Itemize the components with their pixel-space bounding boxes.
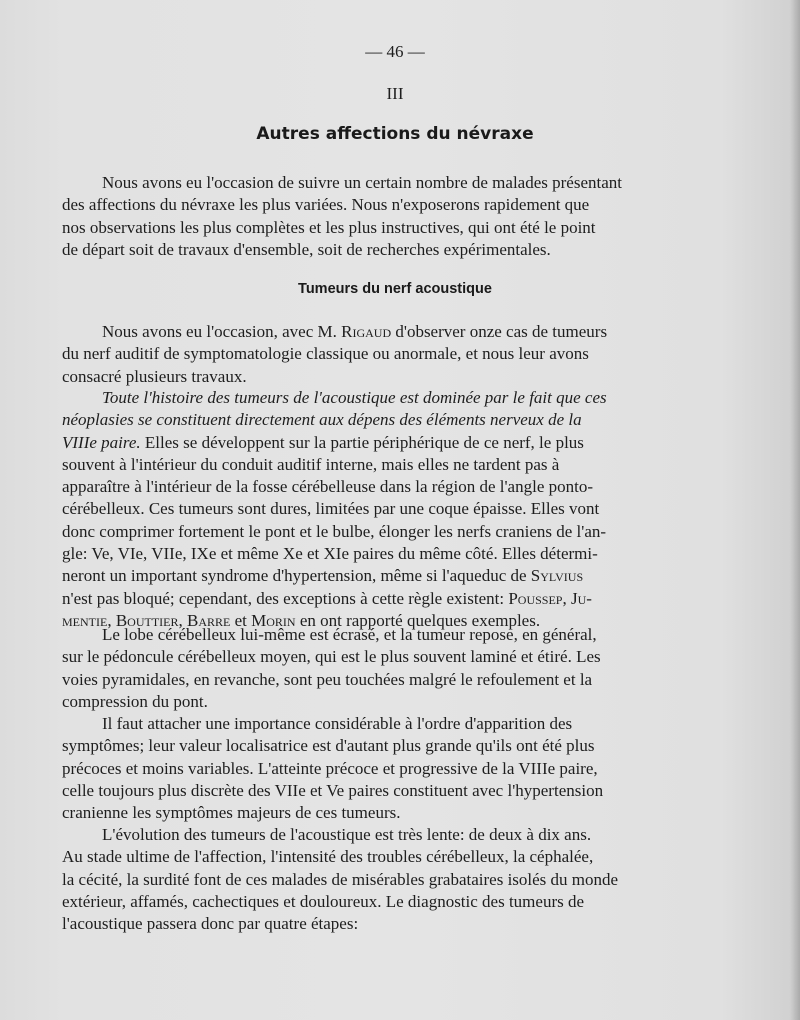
text-line: voies pyramidales, en revanche, sont peu touchées malgré le refoulement et la xyxy=(62,669,593,689)
subsection-title: Tumeurs du nerf acoustique xyxy=(298,281,492,297)
text-line: néoplasies se constituent directement aux dépens des éléments nerveux de la xyxy=(62,410,582,430)
text-line: apparaître à l'intérieur de la fosse cérébelleuse dans la région de l'angle ponto- xyxy=(62,477,594,497)
text-line: souvent à l'intérieur du conduit auditif interne, mais elles ne tardent pas à xyxy=(62,454,560,474)
text-run: n'est pas bloqué; cependant, des exceptions à cette règle existent: xyxy=(62,588,509,608)
binding-shadow xyxy=(790,0,800,1020)
text-line: L'évolution des tumeurs de l'acoustique est très lente: de deux à dix ans. xyxy=(102,825,592,844)
text-line: celle toujours plus discrète des VIIe et Ve paires constituent avec l'hypertension xyxy=(62,780,604,800)
paragraph-evolution xyxy=(62,824,730,935)
author-name: Morin xyxy=(251,610,296,630)
paragraph-rigaud xyxy=(62,321,730,388)
text-line xyxy=(62,588,730,610)
text-line: du nerf auditif de symptomatologie classique ou anormale, et nous leur avons xyxy=(62,344,589,364)
text-line: symptômes; leur valeur localisatrice est d'autant plus grande qu'ils ont été plus xyxy=(62,736,595,756)
text-line xyxy=(62,432,730,454)
text-run: Elles se développent sur la partie périphérique de ce nerf, le plus xyxy=(140,432,584,452)
text-line: donc comprimer fortement le pont et le bulbe, élonger les nerfs craniens de l'an- xyxy=(62,521,607,541)
text-run: neront un important syndrome d'hypertension, même si l'aqueduc de xyxy=(62,566,531,586)
text-line: extérieur, affamés, cachectiques et douloureux. Le diagnostic des tumeurs de xyxy=(62,891,585,911)
text-line: sur le pédoncule cérébelleux moyen, qui est le plus souvent laminé et étiré. Les xyxy=(62,647,601,667)
author-name: Poussep, Ju- xyxy=(508,588,592,608)
text-line: précoces et moins variables. L'atteinte précoce et progressive de la VIIIe paire, xyxy=(62,758,598,778)
text-run: d'observer onze cas de tumeurs xyxy=(391,322,608,341)
text-run: VIIIe paire. xyxy=(62,432,141,452)
text-line: des affections du névraxe les plus variées. Nous n'exposerons rapidement que xyxy=(62,195,590,215)
text-line: cérébelleux. Ces tumeurs sont dures, limitées par une coque épaisse. Elles vont xyxy=(62,499,600,519)
text-run: en ont rapporté quelques exemples. xyxy=(295,610,541,630)
paragraph-intro xyxy=(62,172,730,261)
text-line: Nous avons eu l'occasion de suivre un certain nombre de malades présentant xyxy=(102,173,622,192)
text-line: Au stade ultime de l'affection, l'intensité des troubles cérébelleux, la céphalée, xyxy=(62,847,594,867)
text-run: et xyxy=(230,610,252,630)
text-line: Il faut attacher une importance considérable à l'ordre d'apparition des xyxy=(102,714,573,733)
author-name: Rigaud xyxy=(341,322,392,341)
author-name: Sylvius xyxy=(530,566,584,586)
section-number: III xyxy=(386,84,404,103)
text-line: l'acoustique passera donc par quatre étapes: xyxy=(62,914,359,934)
text-line xyxy=(62,321,730,343)
text-line: nos observations les plus complètes et les plus instructives, qui ont été le point xyxy=(62,217,596,237)
text-line: consacré plusieurs travaux. xyxy=(62,366,247,386)
author-name: mentie, Bouttier, Barre xyxy=(62,610,231,630)
paragraph-cerebellum xyxy=(62,624,730,713)
paragraph-symptoms xyxy=(62,713,730,824)
text-line: Toute l'histoire des tumeurs de l'acoustique est dominée par le fait que ces xyxy=(102,388,607,407)
text-line: compression du pont. xyxy=(62,691,208,711)
text-line: la cécité, la surdité font de ces malades de misérables grabataires isolés du monde xyxy=(62,869,619,889)
paragraph-history xyxy=(62,387,730,632)
text-line: Le lobe cérébelleux lui-même est écrasé, et la tumeur repose, en général, xyxy=(102,625,597,644)
chapter-title: Autres affections du névraxe xyxy=(256,124,534,144)
text-line: cranienne les symptômes majeurs de ces tumeurs. xyxy=(62,803,401,823)
page-number: — 46 — xyxy=(365,42,425,61)
text-line: gle: Ve, VIe, VIIe, IXe et même Xe et XIe paires du même côté. Elles détermi- xyxy=(62,544,598,564)
text-line xyxy=(62,565,730,587)
text-run: Nous avons eu l'occasion, avec M. xyxy=(102,322,342,341)
text-line: de départ soit de travaux d'ensemble, soit de recherches expérimentales. xyxy=(62,239,551,259)
